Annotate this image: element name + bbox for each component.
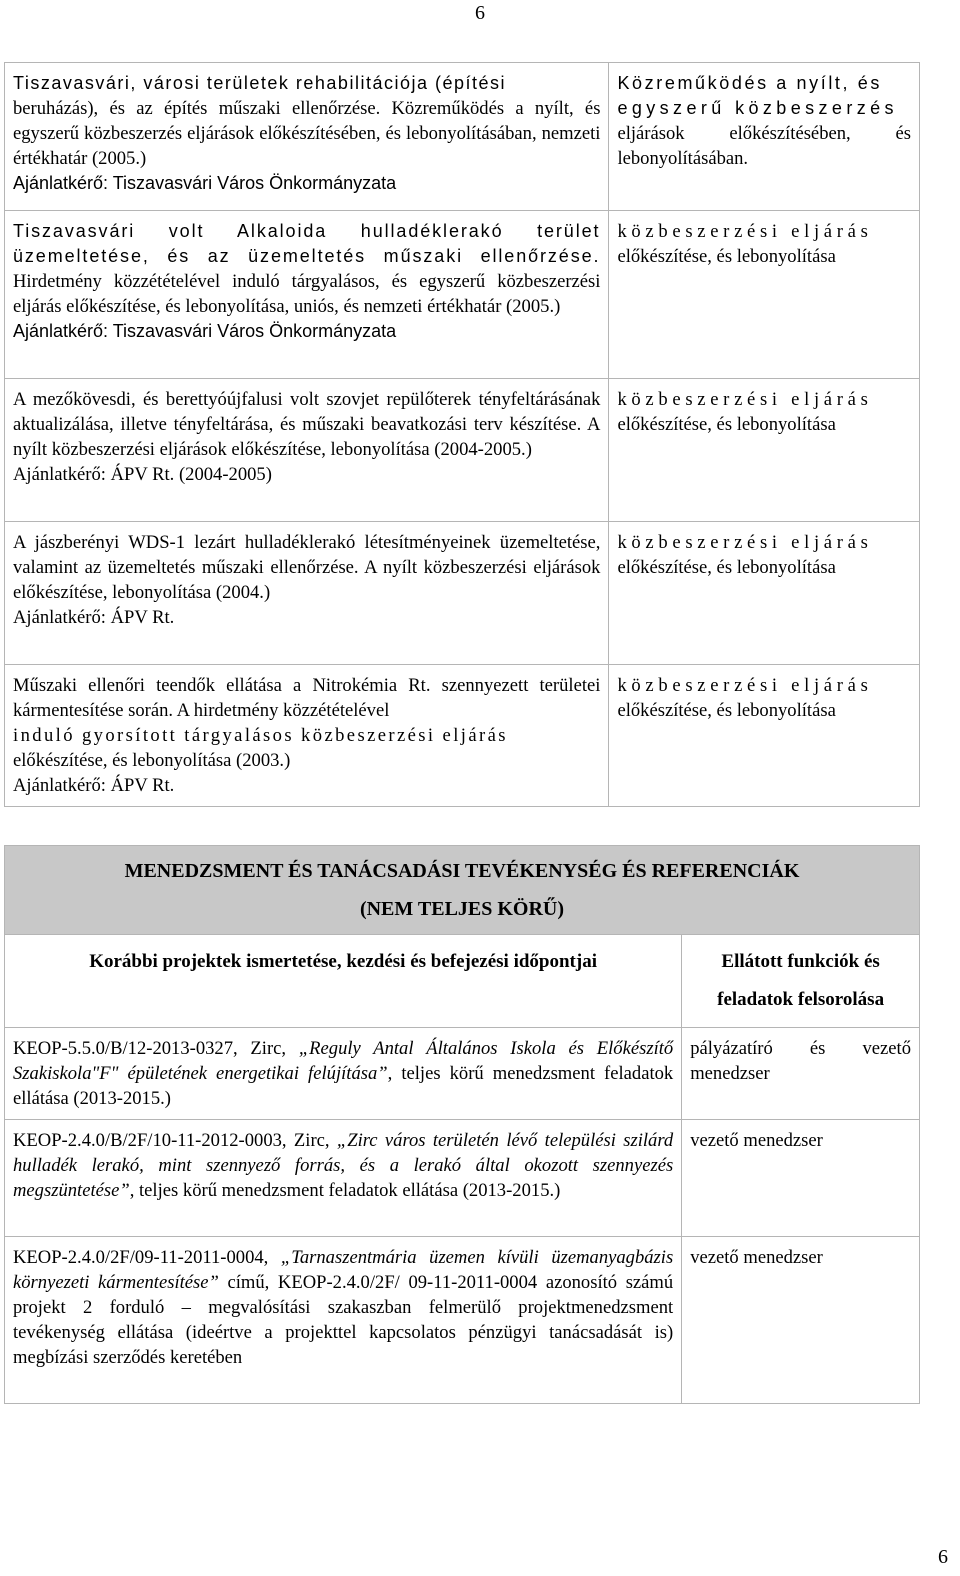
client-label: Ajánlatkérő: Tiszavasvári Város Önkormányzata <box>13 321 397 341</box>
role-text: előkészítése, és lebonyolítása <box>617 700 836 721</box>
client-label: Ajánlatkérő: ÁPV Rt. <box>13 607 175 628</box>
table-title-row <box>5 846 920 935</box>
table-title <box>5 846 920 935</box>
column-header: Korábbi projektek ismertetése, kezdési és befejezési időpontjai <box>5 935 682 1028</box>
project-text: A mezőkövesdi, és berettyóújfalusi volt szovjet repülőterek tényfeltárásának aktualizálása, illetve tényfeltárása, és műszaki beavatkozási terv készítése. A nyílt közbeszerzési eljárások előkészítése, lebonyolítása (2004-2005.) <box>13 389 601 460</box>
role-cell <box>609 379 920 522</box>
table-row <box>5 379 920 522</box>
table-row <box>5 665 920 807</box>
project-text: induló gyorsított tárgyalásos közbeszerzési eljárás <box>13 725 508 746</box>
table-title-line: MENEDZSMENT ÉS TANÁCSADÁSI TEVÉKENYSÉG ÉS REFERENCIÁK <box>124 860 800 882</box>
project-title: Tiszavasvári volt Alkaloida hulladéklerakó terület üzemeltetése, és az üzemeltetés műszaki ellenőrzése. <box>13 221 601 266</box>
project-description <box>5 1237 682 1404</box>
project-text: Műszaki ellenőri teendők ellátása a Nitrokémia Rt. szennyezett területei kármentesítése során. A hirdetmény közzétételével <box>13 675 601 721</box>
project-name: „Zirc város területén lévő települési szilárd hulladék lerakó, mint szennyező forrás, és a lerakó által okozott szennyezés megszüntetése” <box>13 1130 674 1201</box>
role-text: előkészítése, és lebonyolítása <box>617 414 836 435</box>
role-cell: pályázatíró és vezető menedzser <box>682 1028 920 1120</box>
table-row <box>5 1120 920 1237</box>
project-description <box>5 522 609 665</box>
role-cell <box>609 211 920 379</box>
column-header-line: feladatok felsorolása <box>717 989 885 1010</box>
page-number-top: 6 <box>475 2 485 24</box>
project-text: , teljes körű menedzsment feladatok ellátása (2013-2015.) <box>129 1180 561 1201</box>
client-label: Ajánlatkérő: ÁPV Rt. (2004-2005) <box>13 464 272 485</box>
page-number-bottom: 6 <box>938 1546 948 1568</box>
column-header <box>682 935 920 1028</box>
role-cell <box>609 63 920 211</box>
table-row <box>5 1237 920 1404</box>
role-text: közbeszerzési eljárás <box>617 221 873 242</box>
role-cell: vezető menedzser <box>682 1120 920 1237</box>
project-text: című, KEOP-2.4.0/2F/ 09-11-2011-0004 azonosító számú projekt 2 forduló – megvalósítási szakaszban felmerülő projektmenedzsment tevékenység ellátása (ideértve a projekttel kapcsolatos pénzügyi tanácsadását is) megbízási szerződés keretében <box>13 1272 674 1368</box>
references-table <box>4 62 920 807</box>
client-label: Ajánlatkérő: ÁPV Rt. <box>13 775 175 796</box>
role-text: közbeszerzési eljárás <box>617 389 873 410</box>
project-text: Hirdetmény közzétételével induló tárgyalásos, és egyszerű közbeszerzési eljárás előkészítése, és lebonyolítása, uniós, és nemzeti értékhatár (2005.) <box>13 271 601 317</box>
table-row <box>5 1028 920 1120</box>
management-references-table <box>4 845 920 1404</box>
role-text: közbeszerzési eljárás <box>617 532 873 553</box>
column-header-line: Ellátott funkciók és <box>721 951 880 972</box>
role-cell <box>609 665 920 807</box>
project-description <box>5 1120 682 1237</box>
role-text: közbeszerzési eljárás <box>617 675 873 696</box>
column-header-row <box>5 935 920 1028</box>
project-description <box>5 1028 682 1120</box>
table-row <box>5 63 920 211</box>
project-code: KEOP-2.4.0/B/2F/10-11-2012-0003, Zirc, <box>13 1130 337 1151</box>
project-description <box>5 379 609 522</box>
role-cell: vezető menedzser <box>682 1237 920 1404</box>
table-row <box>5 211 920 379</box>
project-text: beruházás), és az építés műszaki ellenőrzése. Közreműködés a nyílt, és egyszerű közbeszerzés eljárások előkészítésében, és lebonyolításában, nemzeti értékhatár (2005.) <box>13 98 601 169</box>
project-name: „Reguly Antal Általános Iskola és Előkészítő Szakiskola"F" épületének energetikai felújítása” <box>13 1038 674 1084</box>
client-label: Ajánlatkérő: Tiszavasvári Város Önkormányzata <box>13 173 397 193</box>
project-description <box>5 63 609 211</box>
project-code: KEOP-2.4.0/2F/09-11-2011-0004, <box>13 1247 281 1268</box>
table-row <box>5 522 920 665</box>
role-text: előkészítése, és lebonyolítása <box>617 557 836 578</box>
project-description <box>5 211 609 379</box>
project-description <box>5 665 609 807</box>
role-text: Közreműködés a nyílt, és <box>617 73 882 93</box>
role-cell <box>609 522 920 665</box>
role-text: előkészítése, és lebonyolítása <box>617 246 836 267</box>
role-text: egyszerű közbeszerzés <box>617 98 898 118</box>
project-text: A jászberényi WDS-1 lezárt hulladéklerakó létesítményeinek üzemeltetése, valamint az üzemeltetés műszaki ellenőrzése. A nyílt közbeszerzési eljárások előkészítése, lebonyolítása (2004.) <box>13 532 601 603</box>
role-text: eljárások előkészítésében, és lebonyolításában. <box>617 123 911 169</box>
table-title-line: (NEM TELJES KÖRŰ) <box>359 898 565 920</box>
project-text: , teljes körű menedzsment feladatok ellátása (2013-2015.) <box>13 1063 674 1109</box>
project-title: Tiszavasvári, városi területek rehabilitációja (építési <box>13 73 507 93</box>
project-text: előkészítése, és lebonyolítása (2003.) <box>13 750 291 771</box>
project-code: KEOP-5.5.0/B/12-2013-0327, Zirc, <box>13 1038 299 1059</box>
project-name: „Tarnaszentmária üzemen kívüli üzemanyagbázis környezeti kármentesítése” <box>13 1247 674 1293</box>
